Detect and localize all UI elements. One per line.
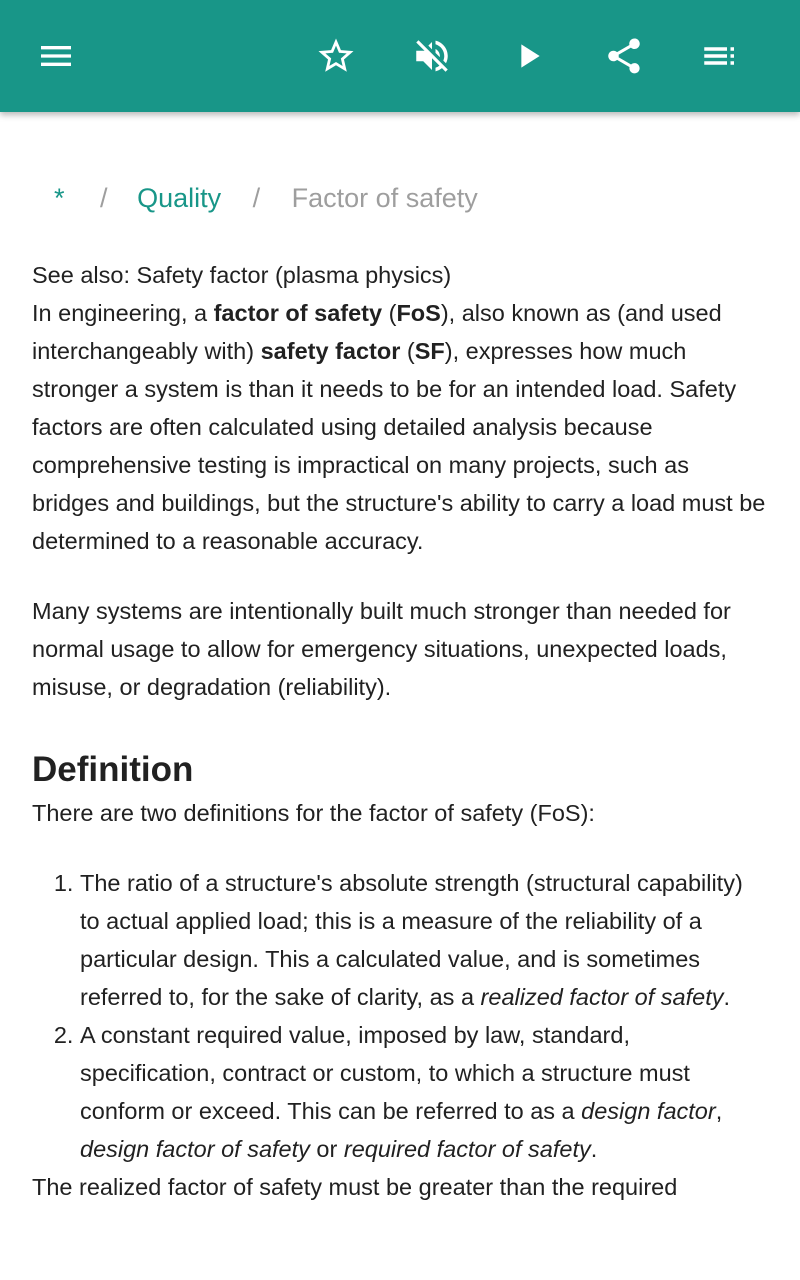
star-outline-icon bbox=[315, 35, 357, 77]
breadcrumb-separator: / bbox=[252, 183, 261, 213]
definition-heading: Definition bbox=[32, 750, 194, 789]
breadcrumb-home-link[interactable]: * bbox=[54, 183, 65, 213]
table-of-contents-button[interactable] bbox=[688, 24, 752, 88]
overdesign-paragraph: Many systems are intentionally built much stronger than needed for normal usage to allow for emergency situations, unexpected loads, misuse, or degradation (reliability). bbox=[32, 598, 731, 700]
breadcrumb-separator: / bbox=[100, 183, 108, 213]
breadcrumb-current-page: Factor of safety bbox=[291, 183, 478, 213]
see-also-note bbox=[32, 256, 768, 294]
hamburger-menu-icon bbox=[36, 36, 76, 76]
play-icon bbox=[508, 36, 548, 76]
list-item: 1. The ratio of a structure's absolute strength (structural capability) to actual applied load; this is a measure of the reliability of a particular design. This a calculated value, and is sometimes referred to, for the sake of clarity, as a realized factor of safety. bbox=[80, 864, 768, 1016]
favorite-button[interactable] bbox=[304, 24, 368, 88]
list-item: 2. A constant required value, imposed by law, standard, specification, contract or custom, to which a structure must conform or exceed. This can be referred to as a design factor, design factor of safety or required factor of safety. bbox=[80, 1016, 768, 1168]
play-button[interactable] bbox=[496, 24, 560, 88]
menu-button[interactable] bbox=[24, 24, 88, 88]
volume-off-icon bbox=[411, 35, 453, 77]
trailing-paragraph: The realized factor of safety must be greater than the required bbox=[32, 1174, 678, 1200]
definition-list bbox=[32, 864, 768, 1168]
breadcrumb-parent-link[interactable]: Quality bbox=[137, 183, 222, 213]
see-also-link[interactable]: See also: Safety factor (plasma physics) bbox=[32, 262, 452, 288]
article-body bbox=[32, 256, 768, 1206]
share-button[interactable] bbox=[592, 24, 656, 88]
app-toolbar bbox=[0, 0, 800, 112]
share-icon bbox=[603, 35, 645, 77]
intro-paragraph: In engineering, a factor of safety (FoS), also known as (and used interchangeably with) safety factor (SF), expresses how much stronger a system is than it needs to be for an intended load. Safety factors are often calculated using detailed analysis because comprehensive testing is impractical on many projects, such as bridges and buildings, but the structure's ability to carry a load must be determined to a reasonable accuracy. bbox=[32, 300, 766, 554]
mute-button[interactable] bbox=[400, 24, 464, 88]
definition-intro: There are two definitions for the factor of safety (FoS): bbox=[32, 800, 595, 826]
term-factor-of-safety: factor of safety bbox=[213, 300, 383, 326]
term-sf: SF bbox=[414, 338, 445, 364]
table-of-contents-icon bbox=[699, 35, 741, 77]
breadcrumb bbox=[32, 176, 478, 220]
term-fos: FoS bbox=[396, 300, 441, 326]
term-safety-factor: safety factor bbox=[260, 338, 401, 364]
